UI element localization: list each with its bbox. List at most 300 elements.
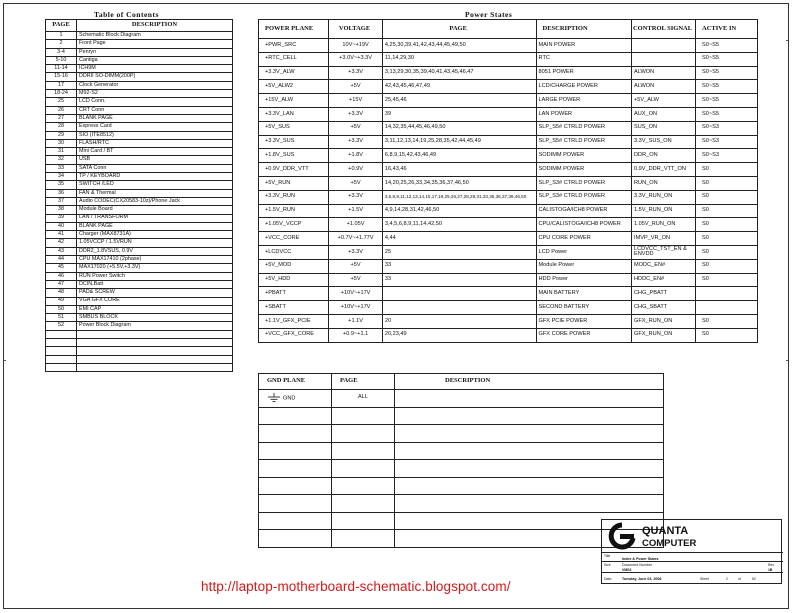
- control-signal-cell: MODC_EN#: [632, 259, 696, 273]
- active-in-cell: S0: [696, 190, 758, 204]
- gnd-page-cell: [332, 425, 395, 443]
- control-signal-cell: +5V_ALW: [632, 94, 696, 108]
- toc-row: [46, 289, 233, 297]
- page-cell: 11,14,29,30: [382, 52, 536, 66]
- toc-row: [46, 114, 233, 122]
- toc-description-cell: Express Card: [77, 123, 233, 131]
- power-plane-cell: +3.3V_SUS: [259, 135, 329, 149]
- active-in-cell: S0~S5: [696, 94, 758, 108]
- toc-row: [46, 239, 233, 247]
- toc-page-cell: 18-24: [46, 90, 77, 98]
- title-label: Title: [604, 554, 611, 558]
- control-signal-cell: LCDVCC_TST_EN & ENVDD: [632, 245, 696, 259]
- control-signal-cell: IMVP_VR_ON: [632, 232, 696, 246]
- active-in-cell: S0: [696, 163, 758, 177]
- description-cell: RTC: [536, 52, 632, 66]
- toc-row: [46, 65, 233, 73]
- control-signal-cell: ALWON: [632, 80, 696, 94]
- toc-description-cell: BLANK PAGE: [77, 114, 233, 122]
- toc-page-cell: 35: [46, 181, 77, 189]
- gnd-row: [259, 442, 664, 460]
- control-signal-cell: DDR_ON: [632, 149, 696, 163]
- toc-description-cell: Charger (MAX8731A): [77, 231, 233, 239]
- toc-description-cell: [77, 347, 233, 355]
- gnd-page-cell: [332, 477, 395, 495]
- active-in-cell: S0~S5: [696, 52, 758, 66]
- power-plane-cell: +1.5V_RUN: [259, 204, 329, 218]
- page-cell: 14,20,25,26,33,34,35,36,37,46,50: [382, 176, 536, 190]
- active-in-cell: S0~S5: [696, 80, 758, 94]
- toc-description-cell: Clock Generator: [77, 81, 233, 89]
- active-in-cell: S0: [696, 245, 758, 259]
- description-cell: SECOND BATTERY: [536, 301, 632, 315]
- toc-row: [46, 139, 233, 147]
- sheet-total: 52: [752, 577, 756, 581]
- power-row: [259, 107, 758, 121]
- toc-description-cell: Cantiga: [77, 56, 233, 64]
- toc-page-cell: 44: [46, 256, 77, 264]
- company-name-line2: COMPUTER: [642, 538, 697, 549]
- toc-description-cell: Schematic Block Diagram: [77, 32, 233, 40]
- toc-description-cell: LCD Conn.: [77, 98, 233, 106]
- page-cell: 3,13,29,30,35,39,40,41,43,45,46,47: [382, 66, 536, 80]
- watermark-url[interactable]: http://laptop-motherboard-schematic.blogspot.com/: [201, 579, 511, 594]
- toc-page-cell: 29: [46, 131, 77, 139]
- control-signal-cell: ALWON: [632, 66, 696, 80]
- control-signal-cell: AUX_ON: [632, 107, 696, 121]
- toc-description-cell: LAN / TRANSFORM: [77, 214, 233, 222]
- toc-description-cell: BLANK PAGE: [77, 222, 233, 230]
- toc-row: [46, 156, 233, 164]
- gnd-description-cell: [395, 460, 664, 478]
- control-signal-cell: 1.5V_RUN_ON: [632, 204, 696, 218]
- toc-page-cell: 31: [46, 148, 77, 156]
- voltage-cell: 10V~+19V: [329, 39, 383, 53]
- gnd-plane-cell: [259, 495, 332, 513]
- gnd-row: [259, 407, 664, 425]
- description-cell: GFX PCIE POWER: [536, 314, 632, 328]
- active-in-cell: S0~S5: [696, 107, 758, 121]
- toc-description-cell: EMI CAP: [77, 305, 233, 313]
- toc-description-cell: M92-S2: [77, 90, 233, 98]
- toc-description-cell: Front Page: [77, 40, 233, 48]
- power-plane-cell: +0.9V_DDR_VTT: [259, 163, 329, 177]
- description-cell: CPU/CALISTOGA/ICH8 POWER: [536, 218, 632, 232]
- active-in-cell: S0: [696, 259, 758, 273]
- toc-page-cell: 11-14: [46, 65, 77, 73]
- toc-page-cell: 42: [46, 239, 77, 247]
- toc-row: [46, 90, 233, 98]
- gnd-plane-cell: [259, 460, 332, 478]
- toc-description-cell: TP / KEYBOARD: [77, 173, 233, 181]
- toc-row: [46, 56, 233, 64]
- toc-description-cell: 1.05VCCP / 1.5VRUN: [77, 239, 233, 247]
- control-signal-cell: CHG_PBATT: [632, 287, 696, 301]
- toc-row: [46, 98, 233, 106]
- power-plane-cell: +1.8V_SUS: [259, 149, 329, 163]
- voltage-cell: +3.3V: [329, 107, 383, 121]
- toc-row: [46, 206, 233, 214]
- active-in-cell: S0~S3: [696, 149, 758, 163]
- toc-body: [46, 32, 233, 372]
- toc-description-cell: USB: [77, 156, 233, 164]
- active-in-cell: [696, 287, 758, 301]
- power-plane-cell: +1.05V_VCCP: [259, 218, 329, 232]
- gnd-row: [259, 425, 664, 443]
- page-cell: 16,43,46: [382, 163, 536, 177]
- toc-description-cell: [77, 355, 233, 363]
- control-signal-cell: 1.05V_RUN_ON: [632, 218, 696, 232]
- toc-page-cell: 34: [46, 173, 77, 181]
- toc-description-cell: DDR2_1.8VSUS, 0.9V: [77, 247, 233, 255]
- toc-page-cell: 49: [46, 297, 77, 305]
- power-row: [259, 328, 758, 342]
- ground-symbol-icon: [267, 393, 281, 403]
- power-row: [259, 314, 758, 328]
- gnd-description-cell: [395, 425, 664, 443]
- toc-description-cell: FLASH/RTC: [77, 139, 233, 147]
- active-in-cell: S0: [696, 328, 758, 342]
- voltage-cell: +0.7V~+1.77V: [329, 232, 383, 246]
- toc-description-cell: DDRII SO-DIMM(200P): [77, 73, 233, 81]
- toc-page-cell: 45: [46, 264, 77, 272]
- rev-label: Rev: [768, 563, 775, 567]
- gnd-plane-cell: [259, 390, 332, 408]
- voltage-cell: +5V: [329, 273, 383, 287]
- power-plane-cell: +SBATT: [259, 301, 329, 315]
- page-cell: 39: [382, 107, 536, 121]
- power-plane-cell: +3.3V_ALW: [259, 66, 329, 80]
- power-row: [259, 135, 758, 149]
- sheet-number: 2: [726, 577, 728, 581]
- toc-page-cell: [46, 355, 77, 363]
- size-label: Size: [604, 563, 611, 567]
- power-plane-cell: +3.3V_LAN: [259, 107, 329, 121]
- toc-row: [46, 363, 233, 371]
- description-cell: MAIN BATTERY: [536, 287, 632, 301]
- toc-page-cell: 28: [46, 123, 77, 131]
- toc-row: [46, 214, 233, 222]
- sheet-label: Sheet: [700, 577, 709, 581]
- toc-row: [46, 305, 233, 313]
- toc-row: [46, 314, 233, 322]
- gnd-row: [259, 460, 664, 478]
- toc-row: [46, 73, 233, 81]
- active-in-cell: S0: [696, 314, 758, 328]
- description-cell: LARGE POWER: [536, 94, 632, 108]
- voltage-cell: +1.5V: [329, 204, 383, 218]
- toc-description-cell: [77, 338, 233, 346]
- toc-page-cell: 39: [46, 214, 77, 222]
- toc-page-cell: 33: [46, 164, 77, 172]
- toc-page-cell: 17: [46, 81, 77, 89]
- page-cell: 33: [382, 259, 536, 273]
- description-cell: LCD Power: [536, 245, 632, 259]
- page-cell: 20,23,49: [382, 328, 536, 342]
- toc-description-cell: CRT Conn: [77, 106, 233, 114]
- description-cell: 8051 POWER: [536, 66, 632, 80]
- gnd-plane-cell: [259, 512, 332, 530]
- power-row: [259, 232, 758, 246]
- page-cell: 14,32,35,44,45,46,49,50: [382, 121, 536, 135]
- toc-page-cell: 25: [46, 98, 77, 106]
- power-row: [259, 190, 758, 204]
- active-in-cell: S0: [696, 176, 758, 190]
- power-header-voltage: VOLTAGE: [329, 20, 383, 39]
- toc-header-page: PAGE: [46, 20, 77, 32]
- description-cell: CPU CORE POWER: [536, 232, 632, 246]
- power-row: [259, 218, 758, 232]
- page-cell: 42,43,45,46,47,49: [382, 80, 536, 94]
- toc-description-cell: SMBUS BLOCK: [77, 314, 233, 322]
- voltage-cell: +1.8V: [329, 149, 383, 163]
- active-in-cell: [696, 301, 758, 315]
- gnd-plane-cell: [259, 530, 332, 548]
- toc-description-cell: [77, 330, 233, 338]
- gnd-description-cell: [395, 477, 664, 495]
- voltage-cell: +10V~+17V: [329, 301, 383, 315]
- toc-row: [46, 322, 233, 330]
- sheet-of: of: [738, 577, 741, 581]
- gnd-header-plane: GND PLANE: [259, 374, 332, 390]
- toc-row: [46, 264, 233, 272]
- active-in-cell: S0: [696, 218, 758, 232]
- power-plane-cell: +3.3V_RUN: [259, 190, 329, 204]
- active-in-cell: S0~S5: [696, 39, 758, 53]
- active-in-cell: S0~S3: [696, 135, 758, 149]
- power-plane-cell: +LCDVCC: [259, 245, 329, 259]
- toc-page-cell: 51: [46, 314, 77, 322]
- toc-row: [46, 40, 233, 48]
- frame-tick: [786, 40, 789, 41]
- voltage-cell: +0.9V: [329, 163, 383, 177]
- power-row: [259, 52, 758, 66]
- toc-page-cell: [46, 347, 77, 355]
- toc-page-cell: 41: [46, 231, 77, 239]
- date-label: Date:: [604, 577, 613, 581]
- toc-page-cell: [46, 338, 77, 346]
- toc-page-cell: 50: [46, 305, 77, 313]
- toc-description-cell: PAD& SCREW: [77, 289, 233, 297]
- gnd-description-cell: [395, 407, 664, 425]
- gnd-page-cell: [332, 407, 395, 425]
- toc-page-cell: 27: [46, 114, 77, 122]
- gnd-plane-label: GND: [283, 395, 296, 402]
- page-cell: 4,25,30,39,41,42,43,44,45,49,50: [382, 39, 536, 53]
- voltage-cell: +10V~+17V: [329, 287, 383, 301]
- toc-row: [46, 32, 233, 40]
- gnd-page-cell: [332, 530, 395, 548]
- toc-page-cell: [46, 330, 77, 338]
- page-cell: 3,6,8,9,11,12,13,14,15,17,19,25,26,27,28,29,31,33,35,36,37,39,46,50: [382, 190, 536, 204]
- power-row: [259, 204, 758, 218]
- voltage-cell: +3.3V: [329, 135, 383, 149]
- toc-description-cell: MAX17020 (+5.5V,+3.3V): [77, 264, 233, 272]
- page-cell: 3,4,5,6,8,9,11,14,42,50: [382, 218, 536, 232]
- toc-page-cell: 30: [46, 139, 77, 147]
- toc-row: [46, 48, 233, 56]
- date-value: Tuesday, June 03, 2008: [622, 577, 662, 581]
- toc-page-cell: 36: [46, 189, 77, 197]
- toc-description-cell: ICH9M: [77, 65, 233, 73]
- gnd-page-cell: ALL: [332, 390, 395, 408]
- toc-description-cell: Audio CODEC(CX20583-10z)/Phone Jack: [77, 197, 233, 205]
- toc-description-cell: FAN & Thermal: [77, 189, 233, 197]
- toc-description-cell: Power Block Diagram: [77, 322, 233, 330]
- description-cell: SLP_S3# CTRLD POWER: [536, 190, 632, 204]
- gnd-plane-cell: [259, 407, 332, 425]
- toc-description-cell: [77, 363, 233, 371]
- page-cell: [382, 301, 536, 315]
- control-signal-cell: SUS_ON: [632, 121, 696, 135]
- power-row: [259, 149, 758, 163]
- toc-row: [46, 181, 233, 189]
- control-signal-cell: 0.9V_DDR_VTT_ON: [632, 163, 696, 177]
- voltage-cell: +5V: [329, 259, 383, 273]
- power-header-plane: POWER PLANE: [259, 20, 329, 39]
- company-logo-area: [602, 520, 783, 553]
- gnd-page-cell: [332, 512, 395, 530]
- power-plane-cell: +5V_SUS: [259, 121, 329, 135]
- toc-row: [46, 222, 233, 230]
- toc-description-cell: CPU MAX17410 (2phase): [77, 256, 233, 264]
- voltage-cell: +5V: [329, 176, 383, 190]
- description-cell: GFX CORE POWER: [536, 328, 632, 342]
- voltage-cell: +3.0V~+3.3V: [329, 52, 383, 66]
- power-plane-cell: +1.1V_GFX_PCIE: [259, 314, 329, 328]
- date-row: [602, 573, 783, 584]
- power-plane-cell: +15V_ALW: [259, 94, 329, 108]
- voltage-cell: +5V: [329, 121, 383, 135]
- toc-page-cell: 26: [46, 106, 77, 114]
- gnd-plane-cell: [259, 442, 332, 460]
- toc-page-cell: 32: [46, 156, 77, 164]
- document-row: [602, 562, 783, 573]
- toc-page-cell: 40: [46, 222, 77, 230]
- power-row: [259, 121, 758, 135]
- company-name-line1: QUANTA: [642, 525, 689, 537]
- description-cell: MAIN POWER: [536, 39, 632, 53]
- active-in-cell: S0: [696, 204, 758, 218]
- description-cell: SODIMM POWER: [536, 149, 632, 163]
- page-cell: [382, 287, 536, 301]
- gnd-plane-cell: [259, 425, 332, 443]
- gnd-plane-cell: [259, 477, 332, 495]
- gnd-description-cell: [395, 495, 664, 513]
- power-plane-cell: +5V_HDD: [259, 273, 329, 287]
- voltage-cell: +1.05V: [329, 218, 383, 232]
- gnd-description-cell: [395, 390, 664, 408]
- description-cell: CALISTOGA/ICH8 POWER: [536, 204, 632, 218]
- power-header-description: DESCRIPTION: [536, 20, 632, 39]
- page-cell: 3,11,12,13,14,19,25,28,35,42,44,45,49: [382, 135, 536, 149]
- toc-row: [46, 106, 233, 114]
- power-row: [259, 259, 758, 273]
- toc-row: [46, 164, 233, 172]
- toc-row: [46, 297, 233, 305]
- toc-page-cell: 1: [46, 32, 77, 40]
- page-cell: 25: [382, 245, 536, 259]
- voltage-cell: +5V: [329, 80, 383, 94]
- power-plane-cell: +5V_ALW2: [259, 80, 329, 94]
- power-states-title: Power States: [465, 10, 513, 19]
- power-row: [259, 245, 758, 259]
- gnd-row: [259, 390, 664, 408]
- power-states-table: [258, 19, 758, 343]
- page-cell: 20: [382, 314, 536, 328]
- power-row: [259, 80, 758, 94]
- toc-header-description: DESCRIPTION: [77, 20, 233, 32]
- toc-row: [46, 256, 233, 264]
- voltage-cell: +3.3V: [329, 66, 383, 80]
- toc-description-cell: Penryn: [77, 48, 233, 56]
- voltage-cell: +3.3V: [329, 245, 383, 259]
- page-cell: 25,45,46: [382, 94, 536, 108]
- control-signal-cell: CHG_SBATT: [632, 301, 696, 315]
- active-in-cell: S0~S5: [696, 66, 758, 80]
- power-body: [259, 39, 758, 343]
- toc-description-cell: VGA GFX CORE: [77, 297, 233, 305]
- power-plane-cell: +RTC_CELL: [259, 52, 329, 66]
- gnd-page-cell: [332, 442, 395, 460]
- power-row: [259, 287, 758, 301]
- toc-row: [46, 347, 233, 355]
- toc-page-cell: 37: [46, 197, 77, 205]
- power-row: [259, 94, 758, 108]
- power-plane-cell: +VCC_GFX_CORE: [259, 328, 329, 342]
- power-plane-cell: +PBATT: [259, 287, 329, 301]
- toc-row: [46, 123, 233, 131]
- power-plane-cell: +5V_MOD: [259, 259, 329, 273]
- gnd-header-description: DESCRIPTION: [395, 374, 664, 390]
- toc-row: [46, 148, 233, 156]
- control-signal-cell: 3.3V_RUN_ON: [632, 190, 696, 204]
- voltage-cell: +3.3V: [329, 190, 383, 204]
- page-cell: 6,8,9,15,42,43,46,49: [382, 149, 536, 163]
- control-signal-cell: HDDC_EN#: [632, 273, 696, 287]
- title-block: [601, 519, 782, 584]
- page-cell: 4,9,14,28,31,42,46,50: [382, 204, 536, 218]
- toc-description-cell: DCIN,Batt: [77, 280, 233, 288]
- description-cell: SLP_S5# CTRLD POWER: [536, 135, 632, 149]
- toc-row: [46, 189, 233, 197]
- power-row: [259, 39, 758, 53]
- toc-page-cell: 38: [46, 206, 77, 214]
- toc-description-cell: RUN Power Switch: [77, 272, 233, 280]
- toc-row: [46, 247, 233, 255]
- toc-row: [46, 272, 233, 280]
- description-cell: LCD/CHARGE POWER: [536, 80, 632, 94]
- toc-description-cell: Mini Card / BT: [77, 148, 233, 156]
- control-signal-cell: GFX_RUN_ON: [632, 328, 696, 342]
- toc-page-cell: 15-16: [46, 73, 77, 81]
- doc-number-label: Document Number: [622, 563, 653, 567]
- control-signal-cell: 3.3V_SUS_ON: [632, 135, 696, 149]
- control-signal-cell: [632, 39, 696, 53]
- description-cell: SODIMM POWER: [536, 163, 632, 177]
- toc-row: [46, 338, 233, 346]
- power-plane-cell: +PWR_SRC: [259, 39, 329, 53]
- toc-description-cell: SATA Conn: [77, 164, 233, 172]
- frame-tick: [786, 360, 789, 361]
- voltage-cell: +0.9~+1.1: [329, 328, 383, 342]
- gnd-description-cell: [395, 442, 664, 460]
- description-cell: HDD Power: [536, 273, 632, 287]
- power-header-page: PAGE: [382, 20, 536, 39]
- toc-page-cell: 3-4: [46, 48, 77, 56]
- toc-page-cell: 5-10: [46, 56, 77, 64]
- description-cell: SLP_S3# CTRLD POWER: [536, 176, 632, 190]
